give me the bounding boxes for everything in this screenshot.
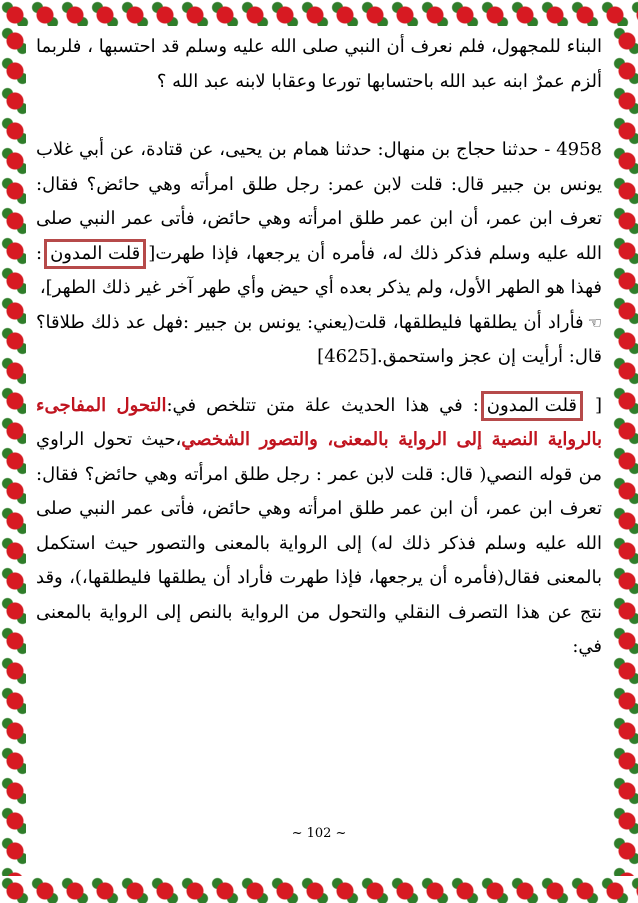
author-note-badge-2: قلت المدون bbox=[481, 391, 583, 421]
paragraph-gap bbox=[36, 99, 602, 133]
note-body: ،حيث تحول الراوي من قوله النصي( قال: قلت لابن عمر : رجل طلق امرأته وهي حائض؟ فقال: تعرف ابن عمر، أن ابن عمر طلق امرأته وهي حائض، فأتى عمر النبي صلى الله عليه وسلم فذكر ذلك له) إلى الرواية بالمعنى والتصور حيث استكمل بالمعنى فقال(فأمره أن يرجعها، فإذا طهرت فأراد أن يطلقها فليطلقها،)، وقد نتج عن هذا التصرف النقلي والتحول من الرواية بالنص إلى الرواية بالمعنى في: bbox=[36, 429, 602, 657]
page-number: ~ 102 ~ bbox=[291, 826, 347, 841]
pointing-hand-icon: ☜ bbox=[587, 312, 602, 332]
floral-border-bottom bbox=[0, 876, 638, 903]
page-body bbox=[36, 30, 602, 830]
paragraph-intro bbox=[36, 30, 602, 99]
hadith-text-continued: : فهذا هو الطهر الأول، ولم يذكر بعده أي حيض وأي طهر آخر غير ذلك الطهر]، bbox=[36, 242, 602, 298]
author-note-badge: قلت المدون bbox=[44, 239, 146, 269]
hadith-continuation bbox=[36, 306, 602, 375]
paragraph-intro-text: البناء للمجهول، فلم نعرف أن النبي صلى الله عليه وسلم قد احتسبها ، فلربما ألزم عمرٌ ابنه عبد الله باحتسابها تورعا وعقابا لابنه عبد الله ؟ bbox=[36, 36, 602, 92]
author-note-paragraph bbox=[36, 389, 602, 665]
floral-border-top bbox=[0, 0, 638, 26]
hadith-text: 4958 - حدثنا حجاج بن منهال: حدثنا همام بن يحيى، عن قتادة، عن أبي غلاب يونس بن جبير قال: قلت لابن عمر: رجل طلق امرأته وهي حائض؟ فقال: تعرف ابن عمر، أن ابن عمر طلق امرأته وهي حائض، فأتى عمر النبي صلى الله عليه وسلم فذكر ذلك له، فأمره أن يرجعها، فإذا طهرت[ bbox=[36, 139, 602, 264]
floral-border-right bbox=[612, 26, 638, 876]
hadith-continuation-text: فأراد أن يطلقها فليطلقها، قلت(يعني: يونس بن جبير :فهل عد ذلك طلاقا؟ قال: أرأيت إن عجز واستحمق.[4625] bbox=[36, 311, 602, 367]
note-highlight: التحول المفاجىء بالرواية النصية إلى الرواية بالمعنى، والتصور الشخصي bbox=[36, 394, 602, 450]
floral-border-left bbox=[0, 26, 26, 876]
note-intro: : في هذا الحديث علة متن تتلخص في: bbox=[166, 394, 479, 416]
hadith-paragraph bbox=[36, 133, 602, 306]
note-open-bracket: [ bbox=[594, 394, 602, 416]
